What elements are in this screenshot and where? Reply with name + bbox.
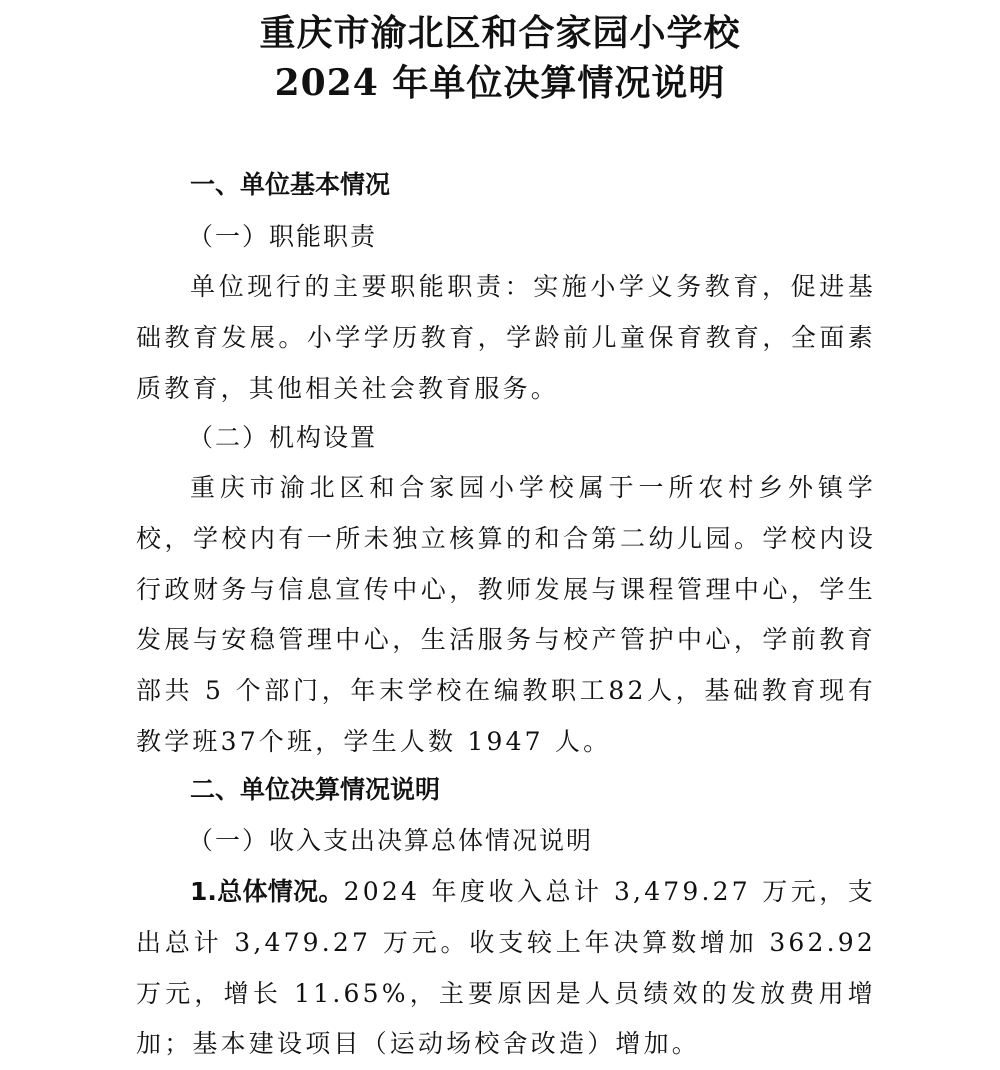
document-title-line-1: 重庆市渝北区和合家园小学校 xyxy=(259,12,741,54)
subsection-heading-organization: （二）机构设置 xyxy=(188,423,378,452)
section-heading-basic-info: 一、单位基本情况 xyxy=(190,170,391,199)
document-title-line-2: 2024 年单位决算情况说明 xyxy=(274,62,726,104)
paragraph-overall-situation xyxy=(136,867,876,1070)
subsection-heading-income-expenditure: （一）收入支出决算总体情况说明 xyxy=(188,826,594,855)
paragraph-organization: 重庆市渝北区和合家园小学校属于一所农村乡外镇学校，学校内有一所未独立核算的和合第二幼儿园。学校内设行政财务与信息宣传中心，教师发展与课程管理中心，学生发展与安稳管理中心，生活服务与校产管护中心，学前教育部共 5 个部门，年末学校在编教职工82人，基础教育现有教学班37个班，学生人数 1947 人。 xyxy=(136,473,876,756)
overall-situation-text: 2024 年度收入总计 3,479.27 万元，支出总计 3,479.27 万元。收支较上年决算数增加 362.92 万元，增长 11.65%，主要原因是人员绩效的发放费用增加；基本建设项目（运动场校舍改造）增加。 xyxy=(136,877,876,1059)
overall-situation-lead: 1.总体情况。 xyxy=(190,877,344,906)
paragraph-functions: 单位现行的主要职能职责：实施小学义务教育，促进基础教育发展。小学学历教育，学龄前儿童保育教育，全面素质教育，其他相关社会教育服务。 xyxy=(136,272,876,403)
subsection-heading-functions: （一）职能职责 xyxy=(188,222,378,251)
section-heading-final-accounts: 二、单位决算情况说明 xyxy=(190,775,441,804)
